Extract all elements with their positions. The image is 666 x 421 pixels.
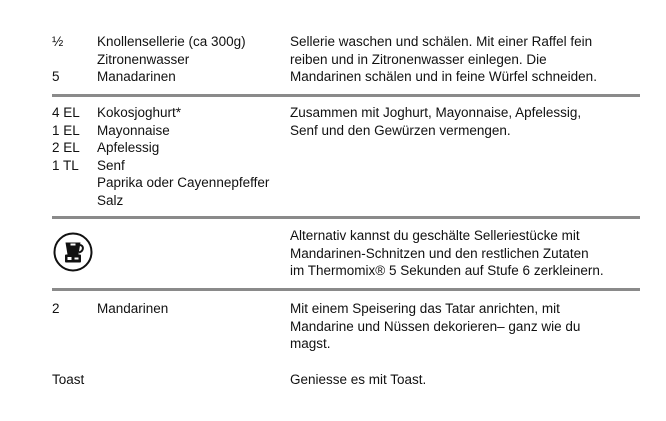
instruction-line: Zusammen mit Joghurt, Mayonnaise, Apfelessig, xyxy=(290,105,582,120)
instruction-line: im Thermomix® 5 Sekunden auf Stufe 6 zerkleinern. xyxy=(290,263,604,278)
quantity: 5 xyxy=(52,69,60,84)
quantity: 2 xyxy=(52,301,60,316)
instruction-line: magst. xyxy=(290,336,331,351)
quantity: 4 EL xyxy=(52,105,80,120)
ingredient: Paprika oder Cayennepfeffer xyxy=(97,175,270,190)
section-divider xyxy=(52,216,640,219)
ingredient: Apfelessig xyxy=(97,140,160,155)
instruction-line: Geniesse es mit Toast. xyxy=(290,372,427,387)
quantity: 2 EL xyxy=(52,140,80,155)
ingredient: Salz xyxy=(97,192,124,208)
quantity: Toast xyxy=(52,372,85,387)
ingredient: Kokosjoghurt* xyxy=(97,105,182,120)
ingredient: Mayonnaise xyxy=(97,122,170,138)
ingredient: Mandarinen xyxy=(97,301,169,316)
section-divider xyxy=(52,288,640,291)
instruction-line: Senf und den Gewürzen vermengen. xyxy=(290,122,511,138)
quantity: 1 TL xyxy=(52,157,79,173)
ingredient: Manadarinen xyxy=(97,69,176,84)
instruction-line: Mandarinen schälen und in feine Würfel schneiden. xyxy=(290,69,597,84)
section-divider xyxy=(52,94,640,97)
ingredient: Senf xyxy=(97,157,125,173)
instruction-line: reiben und in Zitronenwasser einlegen. Die xyxy=(290,51,547,67)
quantity: 1 EL xyxy=(52,122,80,138)
ingredient: Knollensellerie (ca 300g) xyxy=(97,34,246,49)
instruction-line: Sellerie waschen und schälen. Mit einer Raffel fein xyxy=(290,34,593,49)
instruction-line: Alternativ kannst du geschälte Selleriestücke mit xyxy=(290,228,580,243)
instruction-line: Mit einem Speisering das Tatar anrichten, mit xyxy=(290,301,560,316)
thermomix-icon xyxy=(53,232,93,272)
ingredient: Zitronenwasser xyxy=(97,51,190,67)
instruction-line: Mandarine und Nüssen dekorieren– ganz wie du xyxy=(290,318,581,334)
instruction-line: Mandarinen-Schnitzen und den restlichen Zutaten xyxy=(290,245,589,261)
quantity: ½ xyxy=(52,34,64,49)
